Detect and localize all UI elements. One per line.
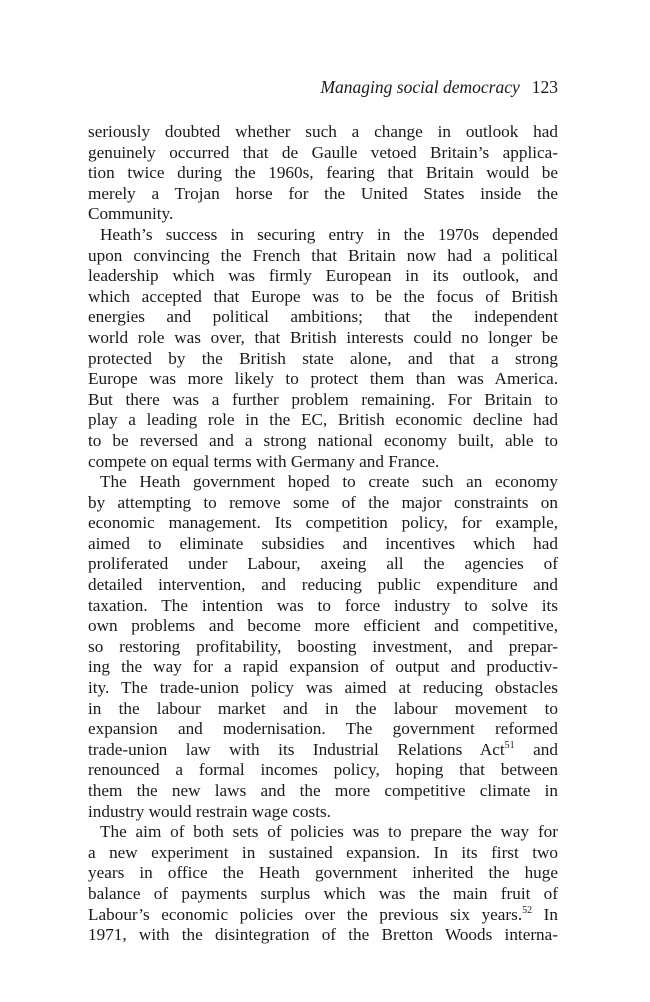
text-line: own problems and become more efficient and competitive,	[88, 616, 558, 636]
text-line: industry would restrain wage costs.	[88, 801, 331, 821]
line-text-tail: In	[532, 904, 558, 924]
footnote-ref-51: 51	[504, 739, 515, 751]
text-line: a new experiment in sustained expansion. In its first two	[88, 842, 558, 862]
text-line: seriously doubted whether such a change in outlook had	[88, 122, 558, 141]
text-line: years in office the Heath government inherited the huge	[88, 863, 558, 883]
text-line: leadership which was firmly European in its outlook, and	[88, 266, 558, 286]
line-text-tail: and	[514, 739, 558, 759]
text-line: world role was over, that British interests could no longer be	[88, 327, 558, 347]
text-line: genuinely occurred that de Gaulle vetoed Britain’s applica-	[88, 142, 558, 162]
text-line: protected by the British state alone, and that a strong	[88, 348, 558, 368]
text-line: detailed intervention, and reducing public expenditure and	[88, 575, 558, 595]
running-title: Managing social democracy	[320, 77, 520, 97]
book-page	[88, 74, 558, 946]
text-line: which accepted that Europe was to be the focus of British	[88, 286, 558, 306]
text-line: in the labour market and in the labour movement to	[88, 698, 558, 718]
paragraph-start-line: The aim of both sets of policies was to prepare the way for	[100, 822, 558, 842]
text-line: them the new laws and the more competitive climate in	[88, 781, 558, 800]
text-line: ing the way for a rapid expansion of output and productiv-	[88, 657, 558, 677]
text-line: renounced a formal incomes policy, hoping that between	[88, 760, 558, 780]
text-line: tion twice during the 1960s, fearing that Britain would be	[88, 163, 558, 183]
paragraph-start-line: Heath’s success in securing entry in the 1970s depended	[100, 224, 558, 244]
text-line: Europe was more likely to protect them than was America.	[88, 369, 558, 389]
text-line-with-footnote	[88, 740, 558, 761]
text-line: balance of payments surplus which was the main fruit of	[88, 883, 558, 903]
text-line: expansion and modernisation. The government reformed	[88, 719, 558, 739]
text-line: play a leading role in the EC, British economic decline had	[88, 410, 558, 430]
running-header	[88, 74, 558, 100]
text-line: 1971, with the disintegration of the Bretton Woods interna-	[88, 925, 558, 945]
line-text: Labour’s economic policies over the previous six years.	[88, 904, 523, 924]
line-text: trade-union law with its Industrial Relations Act	[88, 739, 505, 759]
text-line: compete on equal terms with Germany and France.	[88, 451, 440, 471]
text-line: upon convincing the French that Britain now had a political	[88, 245, 558, 265]
page-number: 123	[531, 77, 558, 97]
text-line: energies and political ambitions; that the independent	[88, 307, 558, 327]
text-line: aimed to eliminate subsidies and incentives which had	[88, 533, 558, 553]
body-text	[88, 122, 558, 946]
text-line: But there was a further problem remaining. For Britain to	[88, 389, 558, 409]
text-line: merely a Trojan horse for the United States inside the	[88, 183, 558, 203]
text-line: proliferated under Labour, axeing all the agencies of	[88, 554, 558, 574]
text-line: so restoring profitability, boosting investment, and prepar-	[88, 636, 558, 656]
text-line: taxation. The intention was to force industry to solve its	[88, 595, 558, 615]
text-line: ity. The trade-union policy was aimed at reducing obstacles	[88, 678, 558, 698]
text-line: economic management. Its competition policy, for example,	[88, 513, 558, 533]
paragraph-start-line: The Heath government hoped to create such an economy	[100, 472, 558, 492]
text-line: Community.	[88, 204, 174, 224]
text-line: by attempting to remove some of the major constraints on	[88, 492, 558, 512]
footnote-ref-52: 52	[522, 904, 533, 916]
text-line-with-footnote	[88, 905, 558, 926]
text-line: to be reversed and a strong national economy built, able to	[88, 430, 558, 450]
